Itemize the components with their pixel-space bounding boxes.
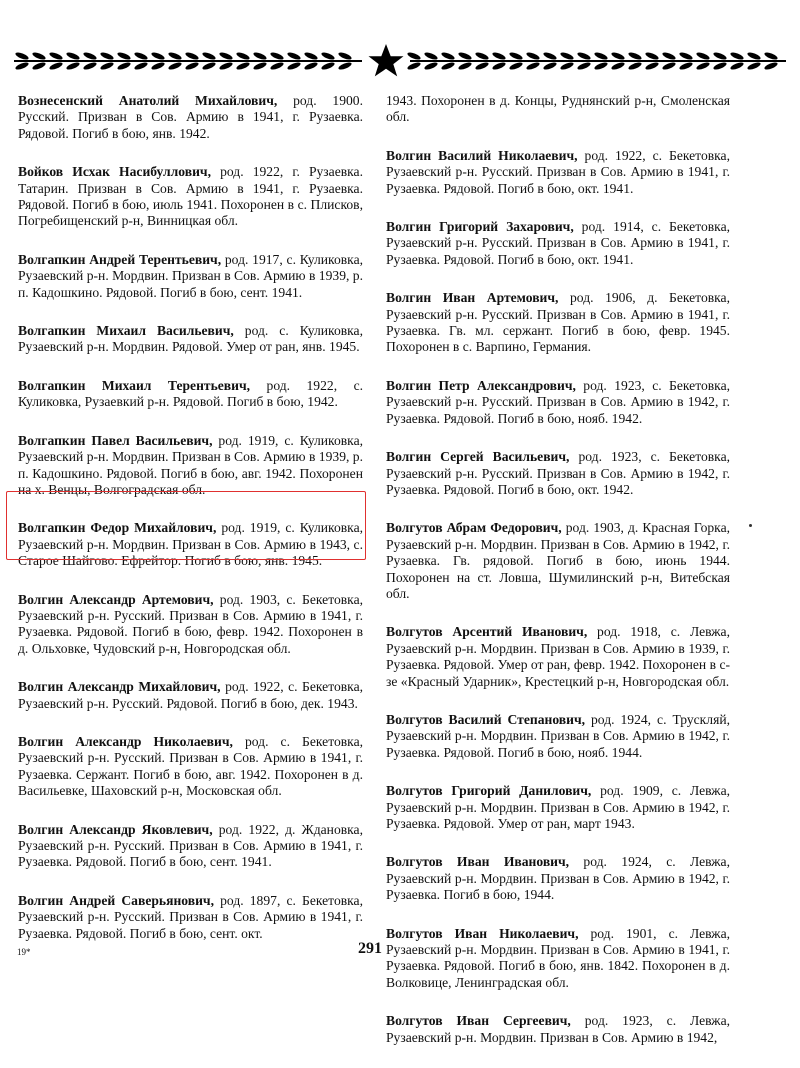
- leaf-icon: [83, 51, 98, 61]
- entry-text: род. 1903, с. Бекетовка, Рузаевский р-н. Русский. Призван в Сов. Армию в 1941, г. Рузаевка. Рядовой. Погиб в бою, февр. 1942. Похоронен в д. Ольховке, Чудовский р-н, Новгородская обл.: [18, 591, 364, 656]
- entry: [18, 592, 363, 658]
- entry-name: Волгин Андрей Саверьянович,: [18, 892, 214, 908]
- leaf-icon: [253, 61, 268, 71]
- leaf-icon: [49, 51, 64, 61]
- leaf-icon: [83, 61, 98, 71]
- leaf-icon: [66, 61, 81, 71]
- entry-text: род. 1922, г. Рузаевка. Татарин. Призван в Сов. Армию в 1941, г. Рузаевка. Рядовой. Погиб в бою, июль 1941. Похоронен в с. Плисков, Погребищенский р-н, Винницкая обл.: [18, 164, 363, 229]
- leaf-icon: [441, 51, 456, 61]
- leaf-icon: [594, 61, 609, 71]
- entry-name: Волгапкин Федор Михайлович,: [18, 520, 217, 536]
- entry-text: род. 1914, с. Бекетовка, Рузаевский р-н. Русский. Призван в Сов. Армию в 1941, г. Рузаевка. Рядовой. Погиб в бою, окт. 1941.: [386, 219, 730, 267]
- leaf-icon: [747, 51, 762, 61]
- entry-text: род. 1917, с. Куликовка, Рузаевский р-н. Мордвин. Призван в Сов. Армию в 1939, р. п. Кадошкино. Рядовой. Погиб в бою, сент. 1941.: [18, 251, 364, 300]
- leaf-icon: [696, 51, 711, 61]
- entry: [386, 1013, 730, 1046]
- entry-text: род. 1922, с. Бекетовка, Рузаевский р-н. Русский. Призван в Сов. Армию в 1941, г. Рузаевка. Рядовой. Погиб в бою, окт. 1941.: [386, 147, 730, 196]
- leaf-icon: [475, 51, 490, 61]
- entry-name: Волгин Петр Александрович,: [386, 377, 576, 393]
- leaf-icon: [713, 51, 728, 61]
- leaf-icon: [645, 51, 660, 61]
- leaf-icon: [202, 61, 217, 71]
- entry-text: род. 1903, д. Красная Горка, Рузаевский р-н. Мордвин. Призван в Сов. Армию в 1942, г. Рузаевка. Гв. рядовой. Погиб в бою, июнь 1944. Похоронен на ст. Ловша, Шумилинский р-н, Витебская обл.: [386, 520, 730, 601]
- entry: [18, 93, 363, 142]
- leaf-icon: [100, 61, 115, 71]
- entry-name: Волгапкин Михаил Васильевич,: [18, 323, 234, 339]
- leaf-icon: [492, 51, 507, 61]
- entry-name: Волгутов Абрам Федорович,: [386, 520, 562, 536]
- entry: [386, 378, 730, 427]
- leaf-icon: [100, 51, 115, 61]
- leaf-icon: [134, 51, 149, 61]
- leaf-icon: [696, 61, 711, 71]
- entry-text: род. с. Куликовка, Рузаевский р-н. Мордвин. Рядовой. Умер от ран, янв. 1945.: [18, 323, 363, 355]
- leaf-icon: [32, 61, 47, 71]
- leaf-icon: [304, 51, 319, 61]
- leaf-icon: [543, 51, 558, 61]
- leaf-icon: [117, 61, 132, 71]
- leaf-icon: [577, 51, 592, 61]
- leaf-icon: [747, 61, 762, 71]
- entry-name: Волгин Григорий Захарович,: [386, 219, 574, 235]
- entry-text: род. 1919, с. Куликовка, Рузаевский р-н. Мордвин. Призван в Сов. Армию в 1939, р. п. Кадошкино. Рядовой. Погиб в бою, авг. 1942. Похоронен на х. Венцы, Волгоградская обл.: [18, 432, 363, 497]
- leaf-icon: [441, 61, 456, 71]
- leaf-icon: [15, 61, 30, 71]
- leaf-icon: [287, 61, 302, 71]
- entry: [18, 734, 363, 800]
- leaf-icon: [577, 61, 592, 71]
- leaf-icon: [424, 61, 439, 71]
- signature-mark: 19*: [17, 947, 31, 957]
- right-column: [386, 93, 730, 1068]
- entry: [386, 624, 730, 690]
- entry: [18, 323, 363, 356]
- leaf-icon: [66, 51, 81, 61]
- leaf-icon: [628, 61, 643, 71]
- entry-name: Волгутов Иван Сергеевич,: [386, 1013, 571, 1029]
- leaf-icon: [338, 51, 353, 61]
- entry-text: род. 1919, с. Куликовка, Рузаевский р-н. Мордвин. Призван в Сов. Армию в 1943, с. Старое Шайгово. Ефрейтор. Погиб в бою, янв. 1945.: [18, 520, 363, 569]
- entry: [18, 822, 363, 871]
- entry-text: род. 1918, с. Левжа, Рузаевский р-н. Мордвин. Призван в Сов. Армию в 1939, г. Рузаевка. Рядовой. Умер от ран, февр. 1942. Похоронен в с-зе «Красный Ударник», Крестецкий р-н, Новгородская обл.: [386, 624, 730, 689]
- leaf-icon: [492, 61, 507, 71]
- page-number: 291: [358, 940, 382, 957]
- entry-name: Волгутов Василий Степанович,: [386, 711, 586, 727]
- leaf-icon: [509, 61, 524, 71]
- entry-name: Волгин Василий Николаевич,: [386, 147, 578, 163]
- leaf-icon: [219, 51, 234, 61]
- leaf-icon: [49, 61, 64, 71]
- entry-name: Волгин Александр Яковлевич,: [18, 821, 213, 837]
- leaf-icon: [151, 51, 166, 61]
- entry: [18, 164, 363, 230]
- leaf-icon: [407, 51, 422, 61]
- entry-name: Волгутов Арсентий Иванович,: [386, 624, 588, 640]
- entry-text: род. 1924, с. Трускляй, Рузаевский р-н. Мордвин. Призван в Сов. Армию в 1942, г. Рузаевка. Рядовой. Погиб в бою, нояб. 1944.: [386, 711, 730, 760]
- leaf-icon: [713, 61, 728, 71]
- entry-name: Волгин Александр Николаевич,: [18, 733, 233, 749]
- entry-text: 1943. Похоронен в д. Концы, Руднянский р-н, Смоленская обл.: [386, 93, 730, 125]
- leaf-icon: [679, 51, 694, 61]
- leaf-icon: [287, 51, 302, 61]
- entry-text: род. с. Бекетовка, Рузаевский р-н. Русский. Призван в Сов. Армию в 1941, г. Рузаевка. Сержант. Погиб в бою, авг. 1942. Похоронен в д. Васильевке, Шаховский р-н, Московская обл.: [18, 733, 364, 799]
- leaf-icon: [730, 51, 745, 61]
- leaf-icon: [662, 51, 677, 61]
- entry-text: род. 1922, д. Ждановка, Рузаевский р-н. Русский. Призван в Сов. Армию в 1941, г. Рузаевка. Рядовой. Погиб в бою, сент. 1941.: [18, 821, 363, 870]
- leaf-icon: [253, 51, 268, 61]
- entry-name: Волгутов Григорий Данилович,: [386, 783, 592, 799]
- leaf-icon: [458, 61, 473, 71]
- entry: [386, 290, 730, 356]
- leaf-icon: [185, 51, 200, 61]
- entry: [386, 219, 730, 268]
- entry: [386, 93, 730, 126]
- leaf-icon: [645, 61, 660, 71]
- leaf-icon: [151, 61, 166, 71]
- entry-text: род. 1897, с. Бекетовка, Рузаевский р-н. Русский. Призван в Сов. Армию в 1941, г. Рузаевка. Рядовой. Погиб в бою, сент. окт.: [18, 892, 363, 941]
- leaf-icon: [168, 51, 183, 61]
- entry: [18, 433, 363, 499]
- leaf-icon: [15, 51, 30, 61]
- entry: [386, 783, 730, 832]
- leaf-icon: [338, 61, 353, 71]
- leaf-icon: [475, 61, 490, 71]
- entry: [386, 712, 730, 761]
- leaf-icon: [594, 51, 609, 61]
- entry-text: род. 1923, с. Бекетовка, Рузаевский р-н. Русский. Призван в Сов. Армию в 1942, г. Рузаевка. Рядовой. Погиб в бою, нояб. 1942.: [386, 377, 731, 426]
- entry-name: Войков Исхак Насибуллович,: [18, 164, 211, 180]
- leaf-icon: [321, 51, 336, 61]
- entry-name: Волгутов Иван Николаевич,: [386, 925, 579, 941]
- leaf-icon: [270, 51, 285, 61]
- leaf-icon: [509, 51, 524, 61]
- leaf-icon: [236, 51, 251, 61]
- leaf-icon: [543, 61, 558, 71]
- leaf-icon: [321, 61, 336, 71]
- leaf-icon: [560, 61, 575, 71]
- entry-name: Вознесенский Анатолий Михайлович,: [18, 93, 278, 108]
- entry-text: род. 1922, с. Куликовка, Рузаевкий р-н. Рядовой. Погиб в бою, 1942.: [18, 377, 363, 410]
- entry-text: род. 1923, с. Бекетовка, Рузаевский р-н. Русский. Призван в Сов. Армию в 1942, г. Рузаевка. Рядовой. Погиб в бою, окт. 1942.: [386, 449, 731, 497]
- leaf-icon: [185, 61, 200, 71]
- entry: [386, 148, 730, 197]
- entry-name: Волгапкин Павел Васильевич,: [18, 432, 213, 448]
- leaf-icon: [679, 61, 694, 71]
- entry-text: род. 1901, с. Левжа, Рузаевский р-н. Мордвин. Призван в Сов. Армию в 1941, г. Рузаевка. Рядовой. Погиб в бою, янв. 1842. Похоронен в д. Волковице, Ленинградская обл.: [386, 925, 730, 990]
- entry-text: род. 1906, д. Бекетовка, Рузаевский р-н. Русский. Призван в Сов. Армию в 1941, г. Рузаевка. Гв. мл. сержант. Погиб в бою, февр. 1945. Похоронен в с. Варпино, Германия.: [386, 290, 730, 355]
- entry: [386, 449, 730, 498]
- entry-name: Волгин Иван Артемович,: [386, 290, 559, 306]
- entry: [386, 926, 730, 992]
- leaf-icon: [424, 51, 439, 61]
- entry-text: род. 1924, с. Левжа, Рузаевский р-н. Мордвин. Призван в Сов. Армию в 1942, г. Рузаевка. Погиб в бою, 1944.: [386, 854, 730, 903]
- entry: [18, 252, 363, 301]
- highlight-box: [6, 491, 366, 560]
- entry-name: Волгапкин Михаил Терентьевич,: [18, 377, 251, 393]
- leaf-icon: [611, 51, 626, 61]
- leaf-icon: [304, 61, 319, 71]
- entry-text: род. 1909, с. Левжа, Рузаевский р-н. Мордвин. Призван в Сов. Армию в 1942, г. Рузаевка. Рядовой. Умер от ран, март 1943.: [386, 783, 730, 831]
- leaf-icon: [32, 51, 47, 61]
- entry-text: род. 1922, с. Бекетовка, Рузаевский р-н. Русский. Рядовой. Погиб в бою, дек. 1943.: [18, 679, 364, 711]
- leaf-icon: [236, 61, 251, 71]
- entry-text: род. 1923, с. Левжа, Рузаевский р-н. Мордвин. Призван в Сов. Армию в 1942,: [386, 1013, 731, 1045]
- leaf-icon: [628, 51, 643, 61]
- leaf-icon: [202, 51, 217, 61]
- leaf-icon: [662, 61, 677, 71]
- leaf-icon: [270, 61, 285, 71]
- entry-name: Волгин Сергей Васильевич,: [386, 449, 570, 465]
- leaf-icon: [219, 61, 234, 71]
- leaf-icon: [611, 61, 626, 71]
- laurel-star-icon: [10, 40, 790, 82]
- entry: [18, 378, 363, 411]
- entry-name: Волгутов Иван Иванович,: [386, 854, 570, 870]
- leaf-icon: [117, 51, 132, 61]
- leaf-icon: [526, 51, 541, 61]
- leaf-icon: [526, 61, 541, 71]
- entry: [18, 893, 363, 942]
- leaf-icon: [560, 51, 575, 61]
- entry: [386, 854, 730, 903]
- entry-name: Волгин Александр Михайлович,: [18, 679, 221, 695]
- entry-text: род. 1900. Русский. Призван в Сов. Армию в 1941, г. Рузаевка. Рядовой. Погиб в бою, янв. 1942.: [18, 93, 363, 141]
- leaf-icon: [168, 61, 183, 71]
- leaf-icon: [764, 61, 779, 71]
- entry: [18, 679, 363, 712]
- entry-name: Волгин Александр Артемович,: [18, 591, 214, 607]
- entry-name: Волгапкин Андрей Терентьевич,: [18, 251, 222, 267]
- entry: [386, 520, 730, 602]
- leaf-icon: [730, 61, 745, 71]
- leaf-icon: [458, 51, 473, 61]
- leaf-icon: [764, 51, 779, 61]
- leaf-icon: [407, 61, 422, 71]
- leaf-icon: [134, 61, 149, 71]
- scan-dot: [749, 524, 752, 527]
